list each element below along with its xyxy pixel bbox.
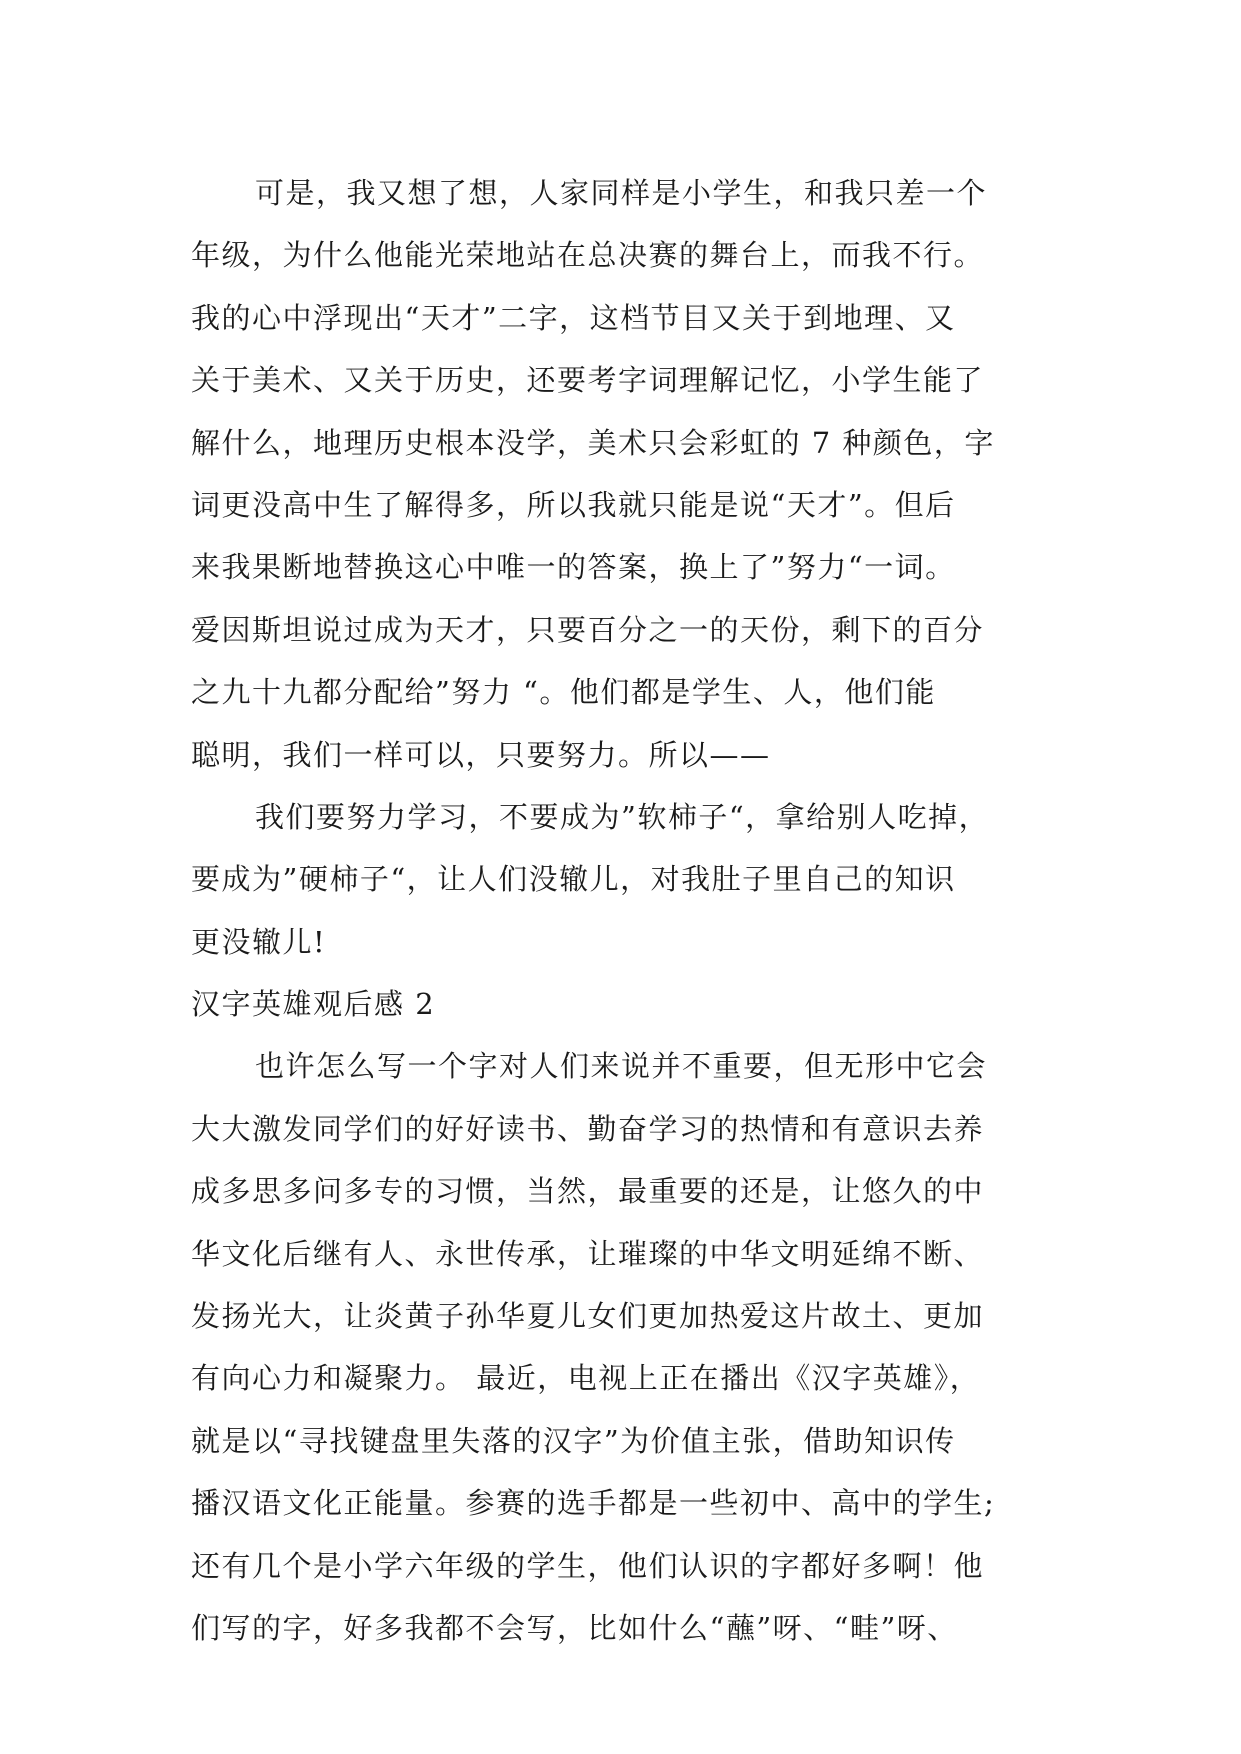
text-line: 聪明，我们一样可以，只要努力。所以—— (191, 737, 771, 772)
text-line: 我的心中浮现出“天才”二字，这档节目又关于到地理、又 (191, 300, 956, 335)
text-line: 我们要努力学习，不要成为”软柿子“，拿给别人吃掉， (255, 799, 990, 834)
text-line: 来我果断地替换这心中唯一的答案，换上了”努力“一词。 (191, 550, 956, 585)
text-line: 词更没高中生了解得多，所以我就只能是说“天才”。但后 (191, 487, 956, 522)
text-line: 播汉语文化正能量。参赛的选手都是一些初中、高中的学生; (191, 1486, 996, 1521)
text-line: 还有几个是小学六年级的学生，他们认识的字都好多啊！他 (191, 1548, 985, 1583)
text-line: 更没辙儿! (191, 924, 327, 959)
text-line: 关于美术、又关于历史，还要考字词理解记忆，小学生能了 (191, 363, 985, 398)
text-line: 发扬光大，让炎黄子孙华夏儿女们更加热爱这片故土、更加 (191, 1299, 985, 1334)
text-line: 爱因斯坦说过成为天才，只要百分之一的天份，剩下的百分 (191, 612, 985, 647)
paragraph (191, 1035, 1071, 1659)
text-line: 有向心力和凝聚力。 最近，电视上正在播出《汉字英雄》， (191, 1361, 981, 1396)
paragraph (191, 162, 1071, 786)
text-line: 大大激发同学们的好好读书、勤奋学习的热情和有意识去养 (191, 1111, 985, 1146)
section-heading: 汉字英雄观后感 2 (191, 987, 436, 1022)
text-line: 可是，我又想了想，人家同样是小学生，和我只差一个 (255, 176, 988, 210)
text-line: 也许怎么写一个字对人们来说并不重要，但无形中它会 (255, 1049, 988, 1084)
text-line: 们写的字，好多我都不会写，比如什么“蘸”呀、“畦”呀、 (191, 1610, 958, 1645)
text-line: 要成为”硬柿子“，让人们没辙儿，对我肚子里自己的知识 (191, 862, 956, 897)
text-line: 就是以“寻找键盘里失落的汉字”为价值主张，借助知识传 (191, 1423, 956, 1458)
text-line: 年级，为什么他能光荣地站在总决赛的舞台上，而我不行。 (191, 238, 985, 273)
paragraph (191, 786, 1071, 973)
text-line: 之九十九都分配给”努力 “。他们都是学生、人，他们能 (191, 675, 936, 710)
text-line: 华文化后继有人、永世传承，让璀璨的中华文明延绵不断、 (191, 1236, 985, 1271)
document-body (191, 162, 1071, 1659)
text-line: 解什么，地理历史根本没学，美术只会彩虹的 7 种颜色，字 (191, 425, 995, 460)
text-line: 成多思多问多专的习惯，当然，最重要的还是，让悠久的中 (191, 1174, 985, 1209)
